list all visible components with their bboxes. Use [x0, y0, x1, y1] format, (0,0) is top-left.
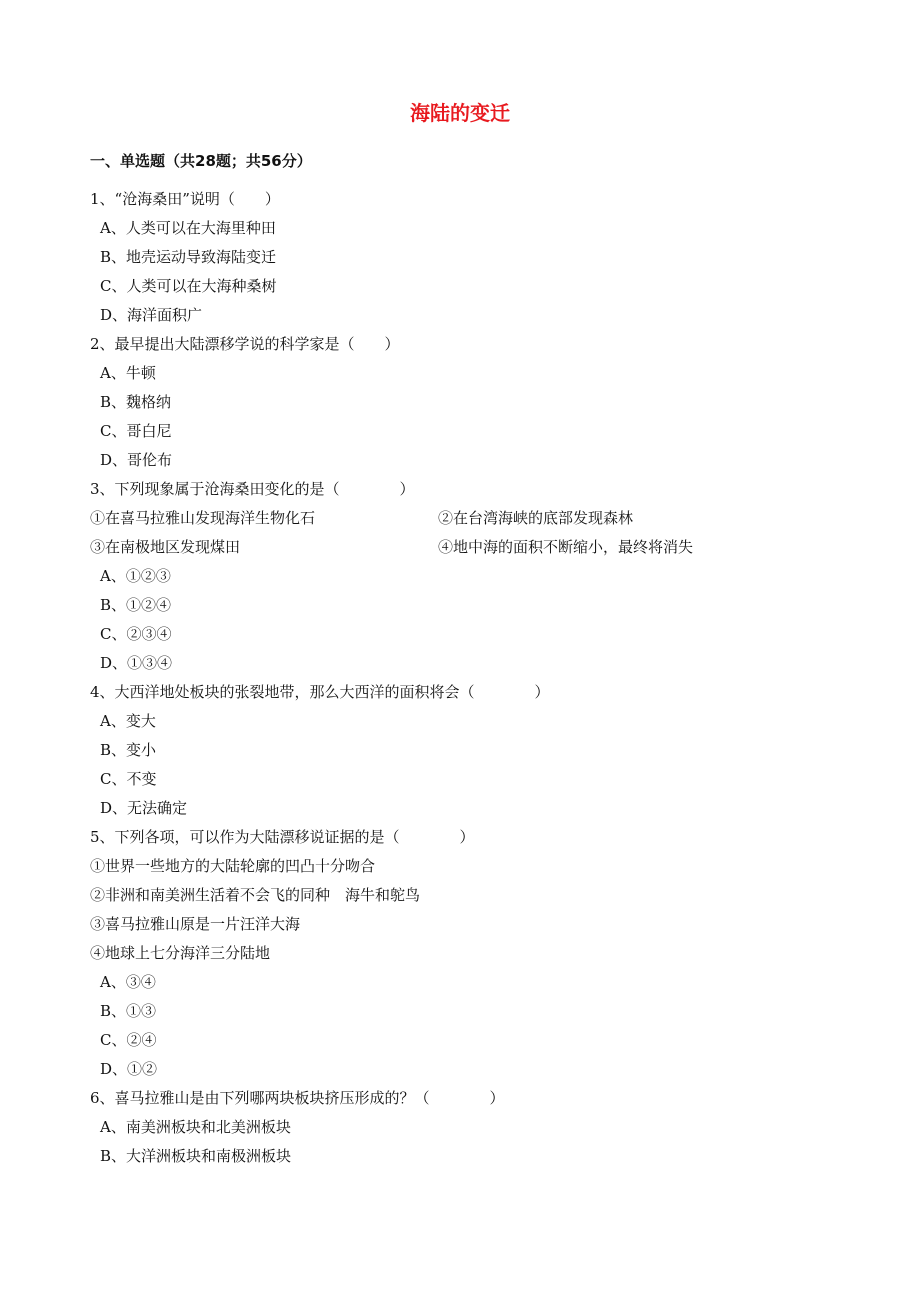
question-4-option-a[interactable]: A、变大 [100, 712, 156, 730]
question-1-option-d[interactable]: D、海洋面积广 [100, 306, 203, 324]
question-6-option-b[interactable]: B、大洋洲板块和南极洲板块 [100, 1147, 292, 1165]
question-3-item-1: ①在喜马拉雅山发现海洋生物化石 [90, 509, 316, 527]
question-6-stem: 6、喜马拉雅山是由下列哪两块板块挤压形成的？（ ） [90, 1089, 505, 1107]
question-5-option-a[interactable]: A、③④ [100, 973, 156, 991]
question-list [90, 185, 850, 1171]
question-5-stem: 5、下列各项，可以作为大陆漂移说证据的是（ ） [90, 828, 475, 846]
question-2-stem: 2、最早提出大陆漂移学说的科学家是（ ） [90, 335, 400, 353]
question-3-items-row-1 [90, 504, 850, 533]
question-1-option-b[interactable]: B、地壳运动导致海陆变迁 [100, 248, 277, 266]
question-5-item-2: ②非洲和南美洲生活着不会飞的同种 海牛和鸵鸟 [90, 886, 421, 904]
question-5-option-b[interactable]: B、①③ [100, 1002, 157, 1020]
question-3-item-4: ④地中海的面积不断缩小，最终将消失 [438, 538, 694, 556]
question-5-option-d[interactable]: D、①② [100, 1060, 158, 1078]
question-2-option-a[interactable]: A、牛顿 [100, 364, 156, 382]
question-3-items-row-2 [90, 533, 850, 562]
question-1-option-a[interactable]: A、人类可以在大海里种田 [100, 219, 276, 237]
question-3-option-d[interactable]: D、①③④ [100, 654, 173, 672]
question-5-option-c[interactable]: C、②④ [100, 1031, 157, 1049]
question-2-option-b[interactable]: B、魏格纳 [100, 393, 172, 411]
question-5-item-4: ④地球上七分海洋三分陆地 [90, 944, 271, 962]
question-2-option-d[interactable]: D、哥伦布 [100, 451, 173, 469]
question-3-option-a[interactable]: A、①②③ [100, 567, 171, 585]
question-5-item-1: ①世界一些地方的大陆轮廓的凹凸十分吻合 [90, 857, 376, 875]
question-6-option-a[interactable]: A、南美洲板块和北美洲板块 [100, 1118, 291, 1136]
question-4-option-b[interactable]: B、变小 [100, 741, 157, 759]
question-3-item-2: ②在台湾海峡的底部发现森林 [438, 509, 634, 527]
question-3-option-b[interactable]: B、①②④ [100, 596, 172, 614]
question-1-stem: 1、“沧海桑田”说明（ ） [90, 190, 280, 208]
question-4-option-c[interactable]: C、不变 [100, 770, 157, 788]
question-2-option-c[interactable]: C、哥白尼 [100, 422, 172, 440]
document-title: 海陆的变迁 [410, 101, 510, 125]
question-1-option-c[interactable]: C、人类可以在大海种桑树 [100, 277, 277, 295]
question-4-option-d[interactable]: D、无法确定 [100, 799, 188, 817]
question-5-item-3: ③喜马拉雅山原是一片汪洋大海 [90, 915, 301, 933]
question-3-item-3: ③在南极地区发现煤田 [90, 538, 241, 556]
section-heading: 一、单选题（共28题；共56分） [90, 152, 312, 170]
question-4-stem: 4、大西洋地处板块的张裂地带，那么大西洋的面积将会（ ） [90, 683, 550, 701]
question-3-stem: 3、下列现象属于沧海桑田变化的是（ ） [90, 480, 415, 498]
question-3-option-c[interactable]: C、②③④ [100, 625, 172, 643]
